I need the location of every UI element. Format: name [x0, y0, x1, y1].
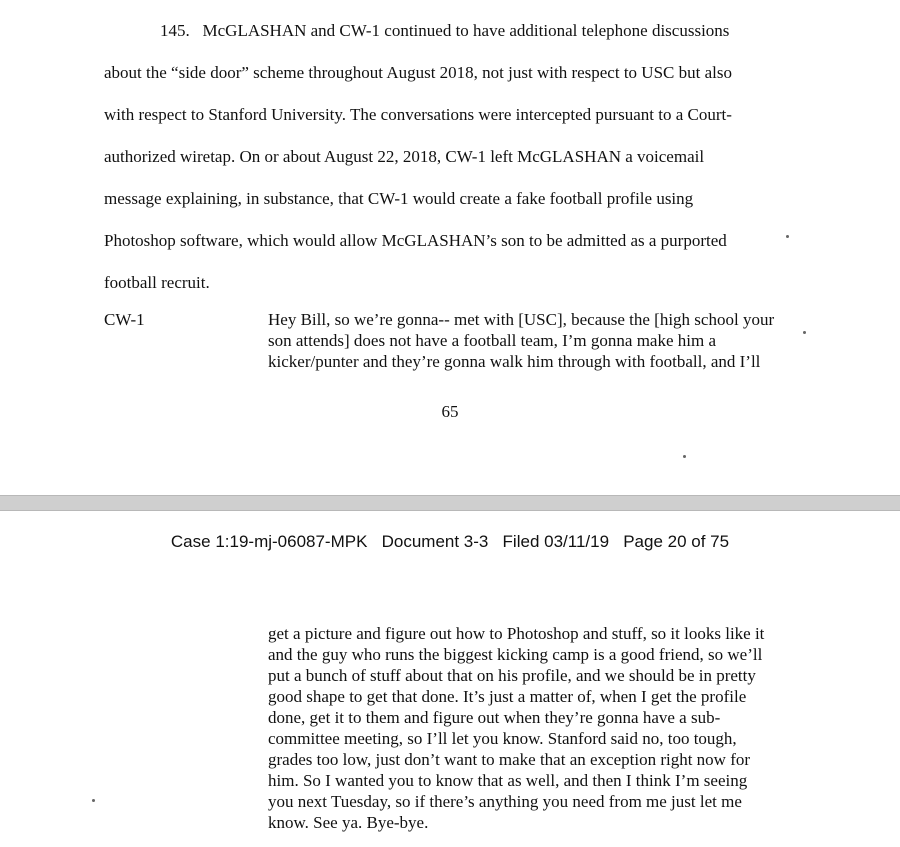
document-page-lower [0, 511, 900, 847]
quote-line: committee meeting, so I’ll let you know. Stanford said no, too tough, [268, 729, 737, 748]
scan-speck [92, 799, 95, 802]
paragraph-145 [104, 10, 804, 304]
quote-line: done, get it to them and figure out when they’re gonna have a sub- [268, 708, 721, 727]
quote-line: good shape to get that done. It’s just a matter of, when I get the profile [268, 687, 747, 706]
speaker-label: CW-1 [104, 310, 145, 329]
scan-speck [803, 331, 806, 334]
paragraph-line: Photoshop software, which would allow McGLASHAN’s son to be admitted as a purported [104, 231, 727, 250]
quote-line: put a bunch of stuff about that on his profile, and we should be in pretty [268, 666, 756, 685]
quote-line: get a picture and figure out how to Photoshop and stuff, so it looks like it [268, 624, 765, 643]
paragraph-line: message explaining, in substance, that CW-1 would create a fake football profile using [104, 189, 694, 208]
paragraph-line: with respect to Stanford University. The conversations were intercepted pursuant to a Court- [104, 105, 732, 124]
quote-line: him. So I wanted you to know that as well, and then I think I’m seeing [268, 771, 748, 790]
quote-line: you next Tuesday, so if there’s anything you need from me just let me [268, 792, 742, 811]
scan-speck [683, 455, 686, 458]
paragraph-line: about the “side door” scheme throughout August 2018, not just with respect to USC but also [104, 63, 732, 82]
paragraph-line: 145. McGLASHAN and CW-1 continued to have additional telephone discussions [160, 21, 730, 40]
scan-speck [786, 235, 789, 238]
quote-line: know. See ya. Bye-bye. [268, 813, 429, 832]
page-separator [0, 495, 900, 511]
paragraph-line: authorized wiretap. On or about August 22, 2018, CW-1 left McGLASHAN a voicemail [104, 147, 705, 166]
quote-line: kicker/punter and they’re gonna walk him through with football, and I’ll [268, 352, 761, 371]
transcript-quote-continued [268, 623, 828, 833]
quote-line: and the guy who runs the biggest kicking camp is a good friend, so we’ll [268, 645, 763, 664]
paragraph-line: football recruit. [104, 273, 210, 292]
quote-line: Hey Bill, so we’re gonna-- met with [USC], because the [high school your [268, 310, 775, 329]
transcript-quote [268, 309, 828, 372]
page-number: 65 [441, 402, 459, 421]
quote-line: son attends] does not have a football team, I’m gonna make him a [268, 331, 717, 350]
case-header: Case 1:19-mj-06087-MPK Document 3-3 Filed 03/11/19 Page 20 of 75 [170, 532, 730, 551]
quote-line: grades too low, just don’t want to make that an exception right now for [268, 750, 751, 769]
paragraph-number: 145. [160, 21, 190, 40]
